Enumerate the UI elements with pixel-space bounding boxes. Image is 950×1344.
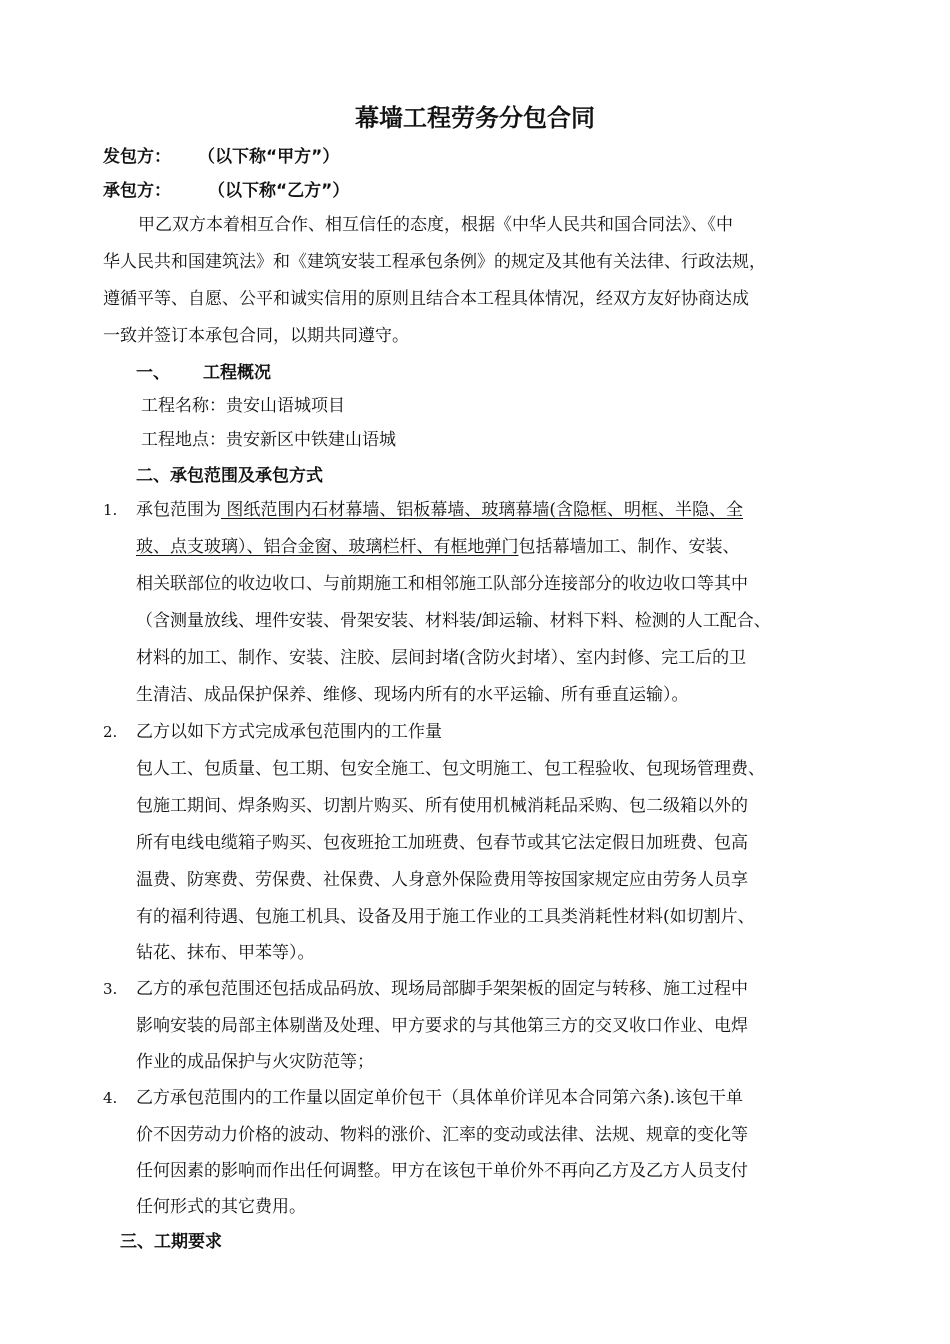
item-line: 温费、防寒费、劳保费、社保费、人身意外保险费用等按国家规定应由劳务人员享 xyxy=(136,870,748,890)
section2-heading: 二、承包范围及承包方式 xyxy=(136,466,323,486)
item-line: 乙方以如下方式完成承包范围内的工作量 xyxy=(136,722,442,742)
contract-title: 幕墙工程劳务分包合同 xyxy=(355,104,595,132)
item-line: 任何因素的影响而作出任何调整。甲方在该包干单价外不再向乙方及乙方人员支付 xyxy=(136,1161,748,1181)
project-location: 工程地点：贵安新区中铁建山语城 xyxy=(141,430,396,450)
item-number: 2. xyxy=(103,723,118,741)
contractor-note: （以下称“乙方”） xyxy=(208,181,350,201)
item-line: 相关联部位的收边收口、与前期施工和相邻施工队部分连接部分的收边收口等其中 xyxy=(136,574,748,594)
item-line xyxy=(136,536,740,558)
item-line: 影响安装的局部主体剔凿及处理、甲方要求的与其他第三方的交叉收口作业、电焊 xyxy=(136,1016,748,1036)
contractor-label: 承包方： xyxy=(103,181,171,201)
item-number: 4. xyxy=(103,1089,118,1107)
scope-underlined: 玻、点支玻璃）、铝合金窗、玻璃栏杆、有框地弹门 xyxy=(136,537,519,557)
item-line: 任何形式的其它费用。 xyxy=(136,1197,306,1217)
preamble-line: 遵循平等、自愿、公平和诚实信用的原则且结合本工程具体情况，经双方友好协商达成 xyxy=(103,289,749,309)
preamble-line: 甲乙双方本着相互合作、相互信任的态度，根据《中华人民共和国合同法》、《中 xyxy=(138,215,733,235)
item-line: 乙方的承包范围还包括成品码放、现场局部脚手架架板的固定与转移、施工过程中 xyxy=(136,979,748,999)
item-line: 包施工期间、焊条购买、切割片购买、所有使用机械消耗品采购、包二级箱以外的 xyxy=(136,796,748,816)
item-line: 作业的成品保护与火灾防范等； xyxy=(136,1052,374,1072)
item-line: 乙方承包范围内的工作量以固定单价包干（具体单价详见本合同第六条).该包干单 xyxy=(136,1088,744,1108)
item-number: 1. xyxy=(103,501,118,519)
preamble-line: 一致并签订本承包合同，以期共同遵守。 xyxy=(103,326,409,346)
item-line: 生清洁、成品保护保养、维修、现场内所有的水平运输、所有垂直运输）。 xyxy=(136,685,689,705)
item-line: （含测量放线、埋件安装、骨架安装、材料装/卸运输、材料下料、检测的人工配合、 xyxy=(136,611,771,631)
item-line: 有的福利待遇、包施工机具、设备及用于施工作业的工具类消耗性材料(如切割片、 xyxy=(136,907,755,927)
scope-underlined: 图纸范围内石材幕墙、铝板幕墙、玻璃幕墙(含隐框、明框、半隐、全 xyxy=(221,500,744,520)
item-line: 材料的加工、制作、安装、注胶、层间封堵(含防火封堵）、室内封修、完工后的卫 xyxy=(136,648,747,668)
section3-heading: 三、工期要求 xyxy=(120,1232,222,1252)
item-line: 价不因劳动力价格的波动、物料的涨价、汇率的变动或法律、法规、规章的变化等 xyxy=(136,1125,748,1145)
scope-rest: 包括幕墙加工、制作、安装、 xyxy=(518,537,740,557)
project-name: 工程名称：贵安山语城项目 xyxy=(141,396,345,416)
employer-note: （以下称“甲方”） xyxy=(198,147,340,167)
section1-number: 一、 xyxy=(136,363,170,383)
item-line: 所有电线电缆箱子购买、包夜班抢工加班费、包春节或其它法定假日加班费、包高 xyxy=(136,833,748,853)
section1-heading: 工程概况 xyxy=(203,363,271,383)
item-number: 3. xyxy=(103,980,118,998)
preamble-line: 华人民共和国建筑法》和《建筑安装工程承包条例》的规定及其他有关法律、行政法规， xyxy=(103,252,766,272)
item-line: 包人工、包质量、包工期、包安全施工、包文明施工、包工程验收、包现场管理费、 xyxy=(136,759,765,779)
item-line: 钻花、抹布、甲苯等）。 xyxy=(136,943,315,963)
scope-prefix: 承包范围为 xyxy=(136,500,221,520)
item-line xyxy=(136,499,743,521)
employer-label: 发包方： xyxy=(103,147,171,167)
